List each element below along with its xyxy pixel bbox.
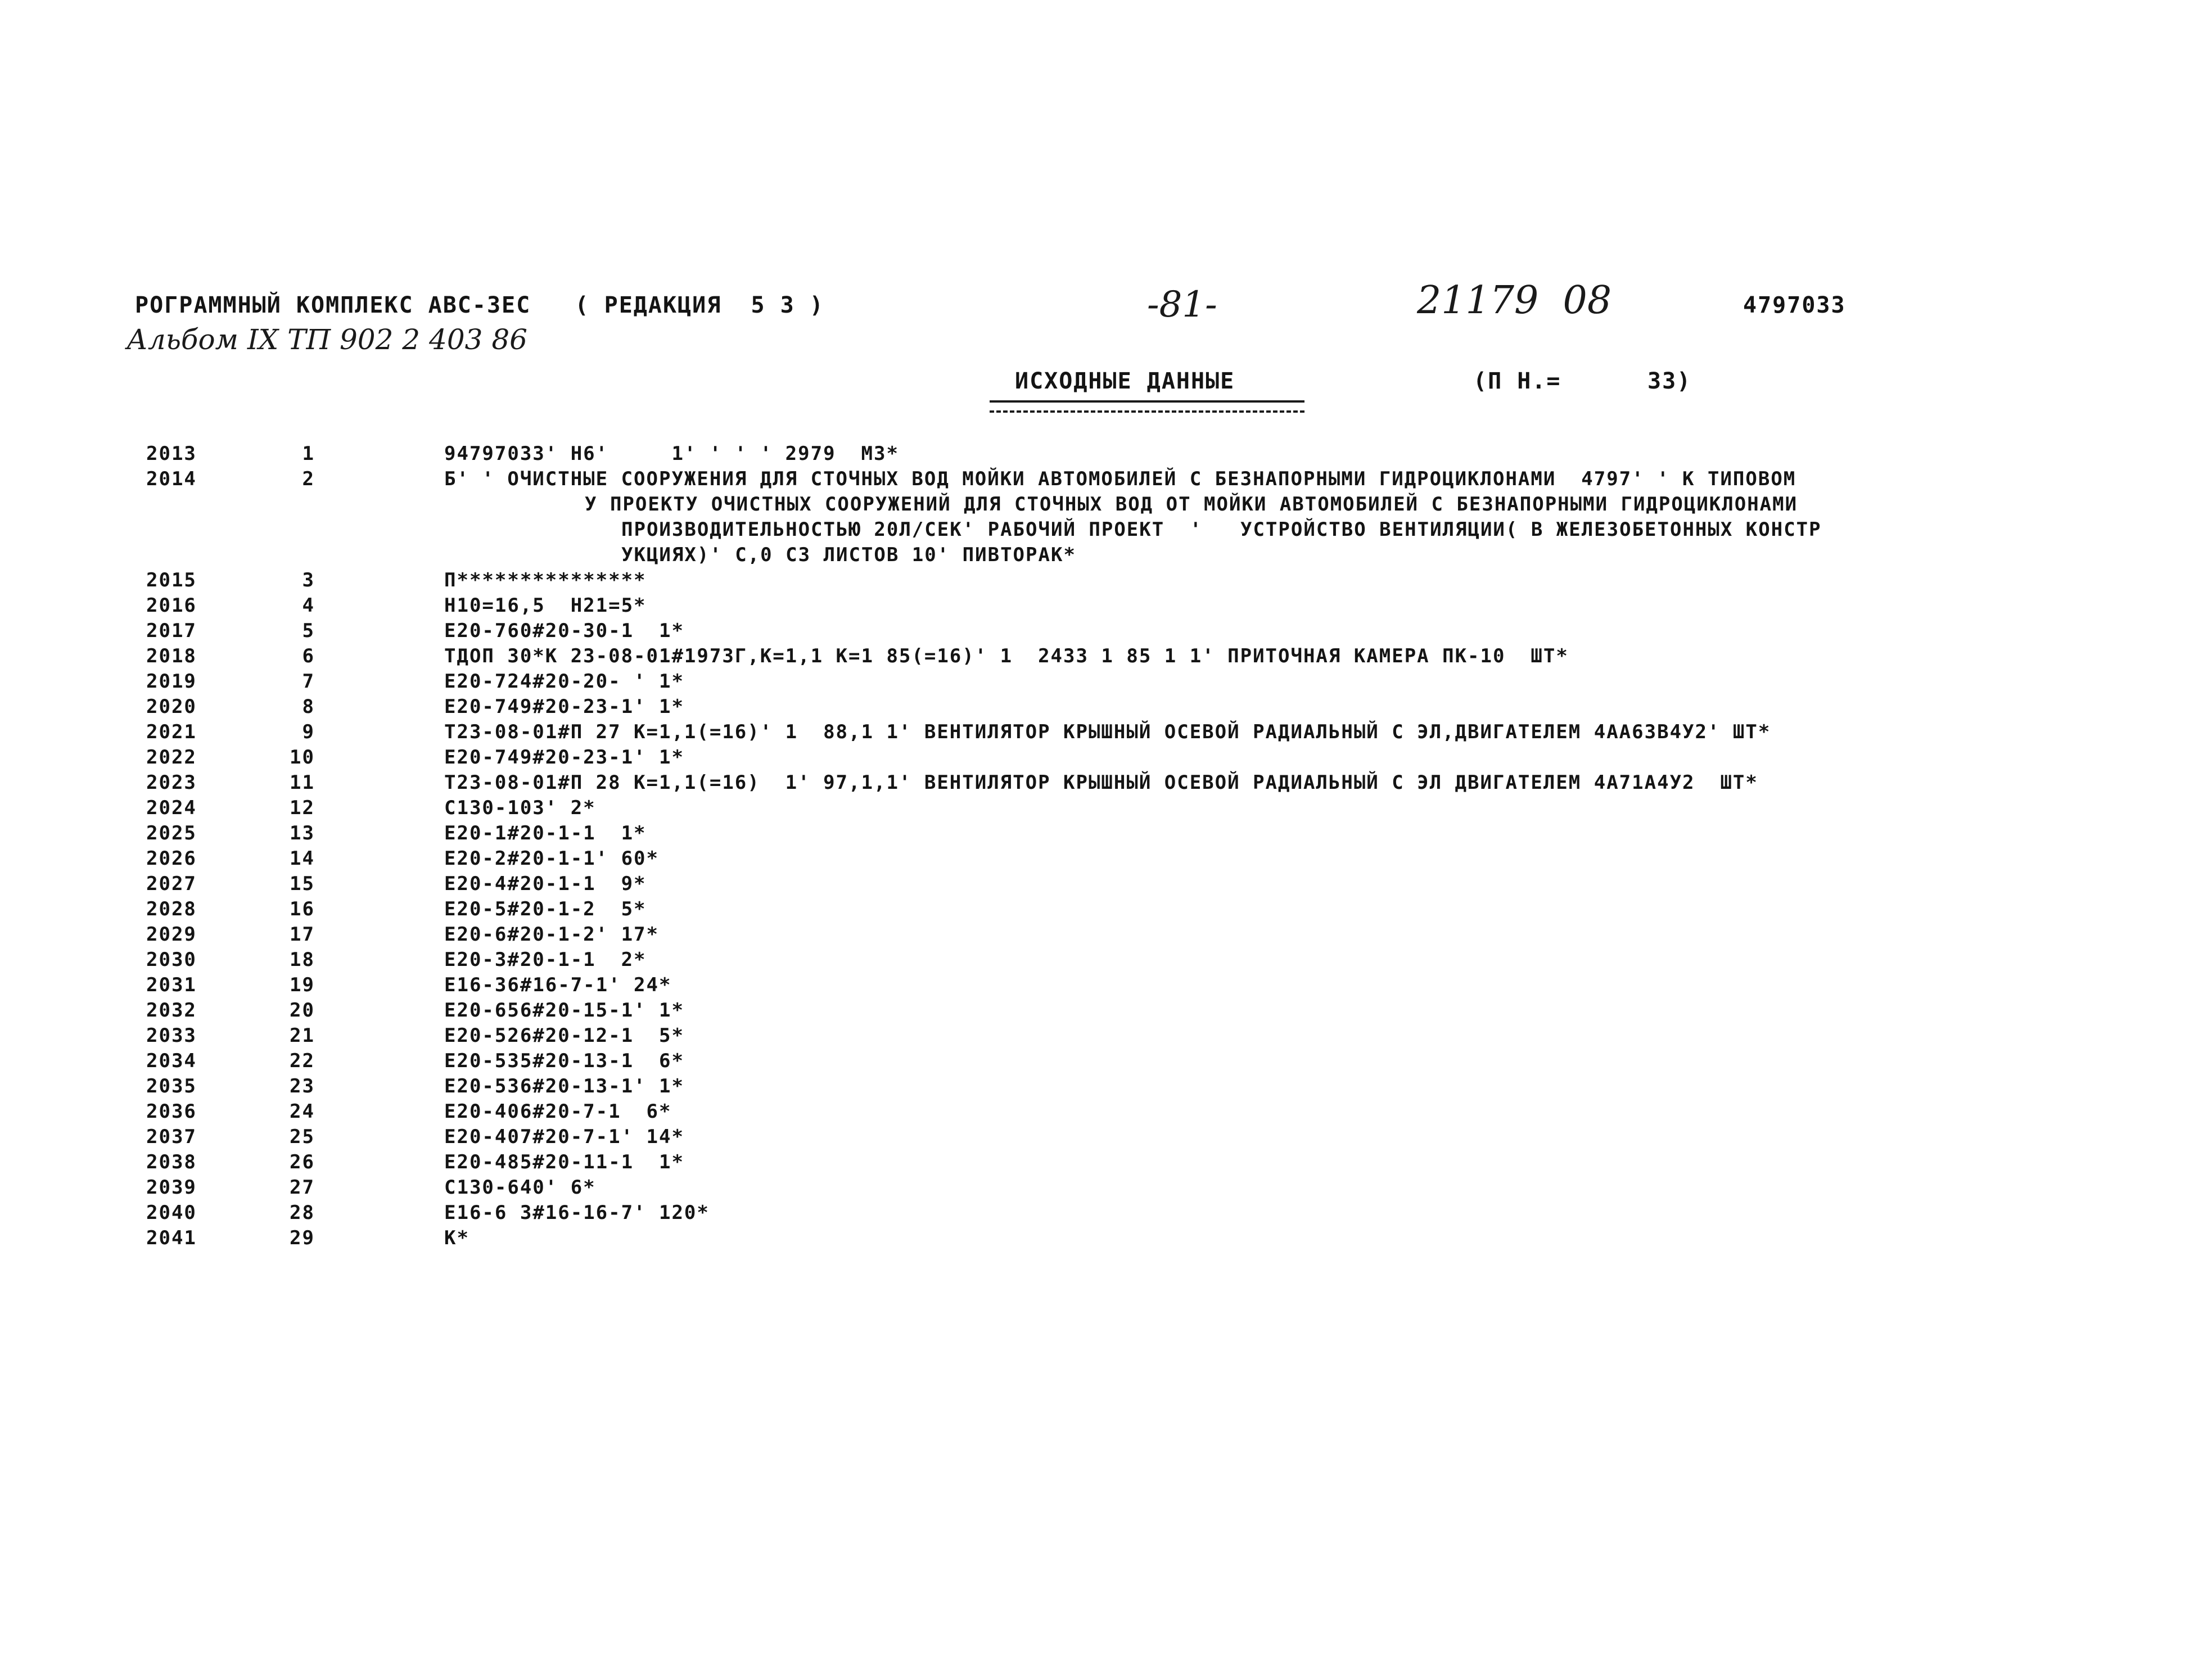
row-index: 23 <box>290 1075 315 1098</box>
listing-row <box>0 593 2212 618</box>
row-index: 13 <box>290 822 315 844</box>
row-data: Е16-36#16-7-1' 24* <box>444 974 672 996</box>
row-line-number: 2019 <box>146 670 197 693</box>
row-line-number: 2032 <box>146 999 197 1022</box>
row-index: 29 <box>290 1227 315 1249</box>
row-data: Е20-749#20-23-1' 1* <box>444 746 684 769</box>
listing-row <box>0 1150 2212 1175</box>
listing-row <box>0 1099 2212 1124</box>
listing-row <box>0 1226 2212 1251</box>
listing-row <box>0 745 2212 770</box>
listing-row <box>0 897 2212 922</box>
listing-row <box>0 669 2212 694</box>
listing-row <box>0 1124 2212 1150</box>
row-line-number: 2038 <box>146 1151 197 1173</box>
handwritten-page-number: -81- <box>1147 284 1217 326</box>
row-line-number: 2015 <box>146 569 197 591</box>
row-index: 1 <box>302 442 315 465</box>
row-index: 2 <box>302 468 315 490</box>
row-line-number: 2024 <box>146 797 197 819</box>
listing-row <box>0 1074 2212 1099</box>
row-line-number: 2039 <box>146 1176 197 1199</box>
row-data: Е20-406#20-7-1 6* <box>444 1100 672 1123</box>
row-line-number: 2017 <box>146 620 197 642</box>
row-index: 27 <box>290 1176 315 1199</box>
row-data: Е20-3#20-1-1 2* <box>444 949 647 971</box>
row-line-number: 2022 <box>146 746 197 769</box>
project-code: 4797033 <box>1743 292 1846 318</box>
row-line-number: 2016 <box>146 594 197 617</box>
row-line-number: 2030 <box>146 949 197 971</box>
row-line-number: 2021 <box>146 721 197 743</box>
row-index: 28 <box>290 1202 315 1224</box>
row-line-number: 2033 <box>146 1024 197 1047</box>
row-data: Е20-485#20-11-1 1* <box>444 1151 684 1173</box>
row-data: С130-640' 6* <box>444 1176 596 1199</box>
listing-row <box>0 871 2212 897</box>
row-data: Т23-08-01#П 28 К=1,1(=16) 1' 97,1,1' ВЕНТИЛЯТОР КРЫШНЫЙ ОСЕВОЙ РАДИАЛЬНЫЙ С ЭЛ ДВИГАТЕЛЕМ 4А71А4У2 ШТ* <box>444 771 1758 794</box>
listing-row <box>0 694 2212 720</box>
row-index: 4 <box>302 594 315 617</box>
listing-row <box>0 821 2212 846</box>
row-continuation: УКЦИЯХ)' С,0 С3 ЛИСТОВ 10' ПИВТОРАК* <box>621 544 1076 566</box>
row-data: Е20-749#20-23-1' 1* <box>444 695 684 718</box>
row-line-number: 2031 <box>146 974 197 996</box>
row-line-number: 2028 <box>146 898 197 920</box>
page-count-label: (П Н.= <box>1473 368 1561 394</box>
row-index: 12 <box>290 797 315 819</box>
listing-row <box>0 973 2212 998</box>
listing-row <box>0 644 2212 669</box>
row-index: 16 <box>290 898 315 920</box>
row-line-number: 2018 <box>146 645 197 667</box>
row-index: 14 <box>290 847 315 870</box>
row-data: Е20-656#20-15-1' 1* <box>444 999 684 1022</box>
row-data: Е20-535#20-13-1 6* <box>444 1050 684 1072</box>
row-data: Е20-526#20-12-1 5* <box>444 1024 684 1047</box>
row-data: Е20-724#20-20- ' 1* <box>444 670 684 693</box>
row-data: Е20-407#20-7-1' 14* <box>444 1126 684 1148</box>
row-index: 11 <box>290 771 315 794</box>
row-index: 20 <box>290 999 315 1022</box>
row-line-number: 2034 <box>146 1050 197 1072</box>
row-index: 17 <box>290 923 315 946</box>
row-index: 26 <box>290 1151 315 1173</box>
row-line-number: 2036 <box>146 1100 197 1123</box>
row-index: 18 <box>290 949 315 971</box>
row-line-number: 2020 <box>146 695 197 718</box>
listing-row <box>0 922 2212 947</box>
listing-row <box>0 1049 2212 1074</box>
handwritten-document-number: 21179 08 <box>1417 278 1612 323</box>
row-index: 3 <box>302 569 315 591</box>
row-line-number: 2023 <box>146 771 197 794</box>
listing-row <box>0 796 2212 821</box>
row-data: П*************** <box>444 569 647 591</box>
listing-row <box>0 618 2212 644</box>
row-line-number: 2037 <box>146 1126 197 1148</box>
row-data: Б' ' ОЧИСТНЫЕ СООРУЖЕНИЯ ДЛЯ СТОЧНЫХ ВОД МОЙКИ АВТОМОБИЛЕЙ С БЕЗНАПОРНЫМИ ГИДРОЦИКЛОНАМИ 4797' ' К ТИПОВОМ <box>444 468 1796 490</box>
row-data: Е16-6 3#16-16-7' 120* <box>444 1202 710 1224</box>
row-line-number: 2014 <box>146 468 197 490</box>
row-data: ТДОП 30*К 23-08-01#1973Г,К=1,1 К=1 85(=16)' 1 2433 1 85 1 1' ПРИТОЧНАЯ КАМЕРА ПК-10 ШТ* <box>444 645 1569 667</box>
row-index: 25 <box>290 1126 315 1148</box>
row-continuation: ПРОИЗВОДИТЕЛЬНОСТЬЮ 20Л/СЕК' РАБОЧИЙ ПРОЕКТ ' УСТРОЙСТВО ВЕНТИЛЯЦИИ( В ЖЕЛЕЗОБЕТОННЫХ КОНСТР <box>621 518 1822 541</box>
listing-row <box>0 568 2212 593</box>
row-index: 5 <box>302 620 315 642</box>
row-line-number: 2013 <box>146 442 197 465</box>
listing-row <box>0 441 2212 467</box>
row-line-number: 2027 <box>146 873 197 895</box>
row-line-number: 2035 <box>146 1075 197 1098</box>
row-data: Е20-6#20-1-2' 17* <box>444 923 659 946</box>
row-data: Е20-5#20-1-2 5* <box>444 898 647 920</box>
listing-row <box>0 467 2212 492</box>
row-data: С130-103' 2* <box>444 797 596 819</box>
page-count-value: 33) <box>1647 368 1692 394</box>
row-data: Е20-760#20-30-1 1* <box>444 620 684 642</box>
row-index: 10 <box>290 746 315 769</box>
row-data: 94797033' Н6' 1' ' ' ' 2979 М3* <box>444 442 899 465</box>
row-data: Е20-536#20-13-1' 1* <box>444 1075 684 1098</box>
row-data: К* <box>444 1227 470 1249</box>
row-data: Е20-2#20-1-1' 60* <box>444 847 659 870</box>
row-line-number: 2025 <box>146 822 197 844</box>
row-data: Т23-08-01#П 27 К=1,1(=16)' 1 88,1 1' ВЕНТИЛЯТОР КРЫШНЫЙ ОСЕВОЙ РАДИАЛЬНЫЙ С ЭЛ,ДВИГАТЕЛЕМ 4АА63В4У2' ШТ* <box>444 721 1771 743</box>
row-index: 6 <box>302 645 315 667</box>
row-line-number: 2029 <box>146 923 197 946</box>
listing-row <box>0 998 2212 1023</box>
listing-row <box>0 1023 2212 1049</box>
handwritten-album-note: Альбом IX ТП 902 2 403 86 <box>127 323 527 356</box>
row-index: 22 <box>290 1050 315 1072</box>
row-data: Н10=16,5 Н21=5* <box>444 594 647 617</box>
row-index: 24 <box>290 1100 315 1123</box>
listing-row <box>0 720 2212 745</box>
row-continuation: У ПРОЕКТУ ОЧИСТНЫХ СООРУЖЕНИЙ ДЛЯ СТОЧНЫХ ВОД ОТ МОЙКИ АВТОМОБИЛЕЙ С БЕЗНАПОРНЫМИ ГИДРОЦИКЛОНАМИ <box>585 493 1798 516</box>
row-line-number: 2040 <box>146 1202 197 1224</box>
row-index: 8 <box>302 695 315 718</box>
section-title: ИСХОДНЫЕ ДАННЫЕ <box>1015 368 1235 394</box>
listing-row <box>0 1175 2212 1200</box>
row-line-number: 2041 <box>146 1227 197 1249</box>
title-underline <box>990 400 1304 413</box>
program-header: РОГРАММНЫЙ КОМПЛЕКС АВС-3ЕС ( РЕДАКЦИЯ 5 3 ) <box>135 292 824 318</box>
listing-row <box>0 770 2212 796</box>
row-index: 19 <box>290 974 315 996</box>
row-index: 15 <box>290 873 315 895</box>
row-data: Е20-1#20-1-1 1* <box>444 822 647 844</box>
listing-row <box>0 947 2212 973</box>
row-index: 7 <box>302 670 315 693</box>
listing-row <box>0 1200 2212 1226</box>
row-line-number: 2026 <box>146 847 197 870</box>
row-index: 21 <box>290 1024 315 1047</box>
row-index: 9 <box>302 721 315 743</box>
row-data: Е20-4#20-1-1 9* <box>444 873 647 895</box>
listing-row <box>0 846 2212 871</box>
